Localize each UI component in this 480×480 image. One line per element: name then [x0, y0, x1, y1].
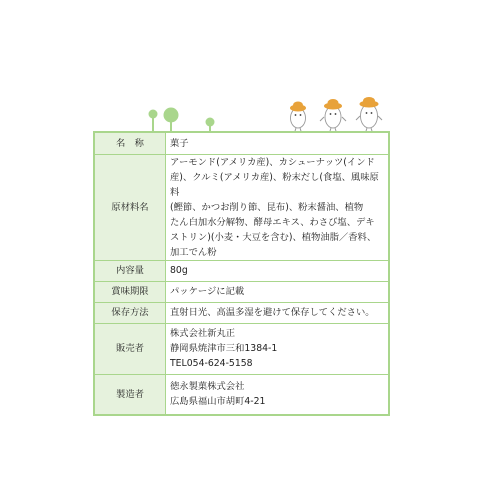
row-value	[166, 374, 389, 414]
value-line: (鰹節、かつお削り節、昆布)、粉末醤油、植物	[170, 201, 364, 213]
tree-icon	[164, 108, 179, 132]
value-line: TEL054-624-5158	[170, 358, 253, 369]
row-label: 保存方法	[95, 302, 166, 323]
row-value	[166, 323, 389, 374]
row-value	[166, 260, 389, 281]
value-line: ストリン)(小麦・大豆を含む)、植物油脂／香料、	[170, 231, 377, 243]
row-label: 賞味期限	[95, 281, 166, 302]
value-line: 80g	[170, 265, 188, 276]
product-info-table	[95, 133, 388, 414]
table-row	[95, 133, 388, 154]
table-row	[95, 323, 388, 374]
value-line: 広島県福山市胡町4-21	[170, 396, 266, 408]
row-value	[166, 133, 389, 154]
table-row	[95, 374, 388, 414]
table-row	[95, 260, 388, 281]
row-label: 製造者	[95, 374, 166, 414]
value-line: 徳永製菓株式会社	[170, 381, 245, 393]
row-label: 名 称	[95, 133, 166, 154]
mascot-icon	[320, 99, 346, 131]
value-line: 株式会社新丸正	[170, 328, 236, 339]
tree-icon	[149, 110, 158, 132]
row-value	[166, 281, 389, 302]
value-line: 加工でん粉	[170, 246, 217, 258]
mascot-icon	[356, 97, 382, 131]
value-line: 静岡県焼津市三和1384-1	[170, 343, 278, 354]
row-value	[166, 302, 389, 323]
value-line: 産)、クルミ(アメリカ産)、粉末だし(食塩、風味原料	[170, 171, 379, 198]
product-info-panel	[93, 131, 390, 416]
value-line: 菓子	[170, 137, 189, 149]
tree-icon	[206, 118, 215, 132]
mascot-icon	[290, 102, 306, 132]
value-line: アーモンド(アメリカ産)、カシューナッツ(インド	[170, 156, 375, 168]
table-row	[95, 281, 388, 302]
row-label: 内容量	[95, 260, 166, 281]
value-line: パッケージに記載	[170, 286, 245, 297]
value-line: たん白加水分解物、酵母エキス、わさび塩、デキ	[170, 216, 375, 228]
header-decoration	[0, 0, 480, 135]
row-value	[166, 154, 389, 260]
table-row	[95, 302, 388, 323]
table-row	[95, 154, 388, 260]
row-label: 原材料名	[95, 154, 166, 260]
value-line: 直射日光、高温多湿を避けて保存してください。	[170, 307, 375, 318]
row-label: 販売者	[95, 323, 166, 374]
